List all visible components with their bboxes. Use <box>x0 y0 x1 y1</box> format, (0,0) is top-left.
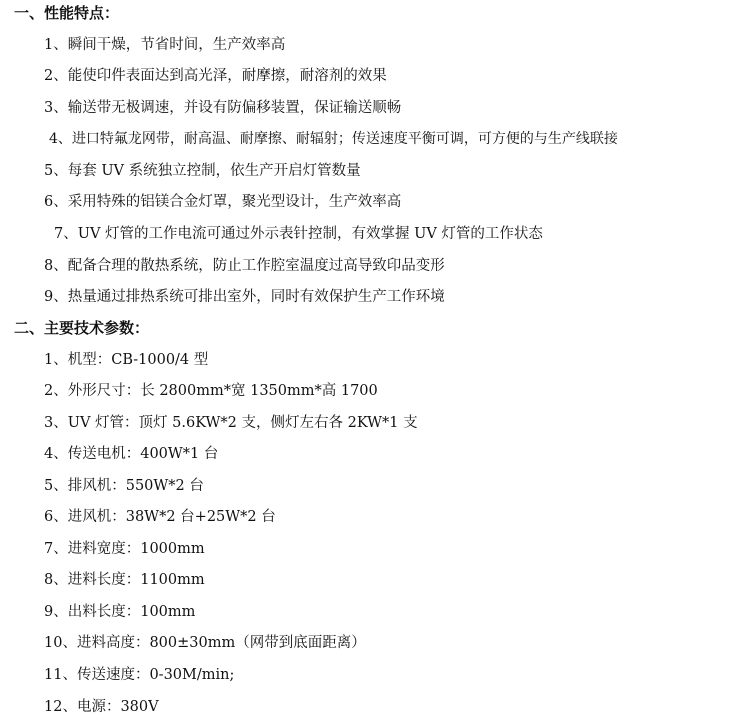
feature-item-3: 3、输送带无极调速，并设有防偏移装置，保证输送顺畅 <box>44 100 402 116</box>
spec-item-5: 5、排风机：550W*2 台 <box>44 478 204 494</box>
spec-item-12: 12、电源：380V <box>44 699 159 715</box>
feature-item-8: 8、配备合理的散热系统，防止工作腔室温度过高导致印品变形 <box>44 258 445 274</box>
feature-item-4: 4、进口特氟龙网带，耐高温、耐摩擦、耐辐射；传送速度平衡可调，可方便的与生产线联接 <box>49 131 618 147</box>
section-heading-features: 一、性能特点： <box>14 4 120 22</box>
spec-item-9: 9、出料长度：100mm <box>44 604 196 620</box>
spec-item-4: 4、传送电机：400W*1 台 <box>44 446 219 462</box>
spec-item-11: 11、传送速度：0-30M/min; <box>44 667 235 683</box>
feature-item-5: 5、每套 UV 系统独立控制，依生产开启灯管数量 <box>44 163 361 179</box>
feature-item-2: 2、能使印件表面达到高光泽，耐摩擦，耐溶剂的效果 <box>44 68 387 84</box>
spec-item-6: 6、进风机：38W*2 台+25W*2 台 <box>44 509 276 525</box>
feature-item-1: 1、瞬间干燥，节省时间，生产效率高 <box>44 37 286 53</box>
section-heading-specs: 二、主要技术参数： <box>14 319 150 337</box>
spec-item-3: 3、UV 灯管：顶灯 5.6KW*2 支，侧灯左右各 2KW*1 支 <box>44 415 418 431</box>
feature-item-6: 6、采用特殊的铝镁合金灯罩，聚光型设计，生产效率高 <box>44 194 402 210</box>
spec-item-7: 7、进料宽度：1000mm <box>44 541 205 557</box>
feature-item-9: 9、热量通过排热系统可排出室外，同时有效保护生产工作环境 <box>44 289 445 305</box>
feature-item-7: 7、UV 灯管的工作电流可通过外示表针控制，有效掌握 UV 灯管的工作状态 <box>54 226 543 242</box>
spec-item-8: 8、进料长度：1100mm <box>44 572 205 588</box>
spec-item-10: 10、进料高度：800±30mm（网带到底面距离） <box>44 635 366 651</box>
spec-item-1: 1、机型：CB-1000/4 型 <box>44 352 209 368</box>
spec-item-2: 2、外形尺寸：长 2800mm*宽 1350mm*高 1700 <box>44 383 378 399</box>
